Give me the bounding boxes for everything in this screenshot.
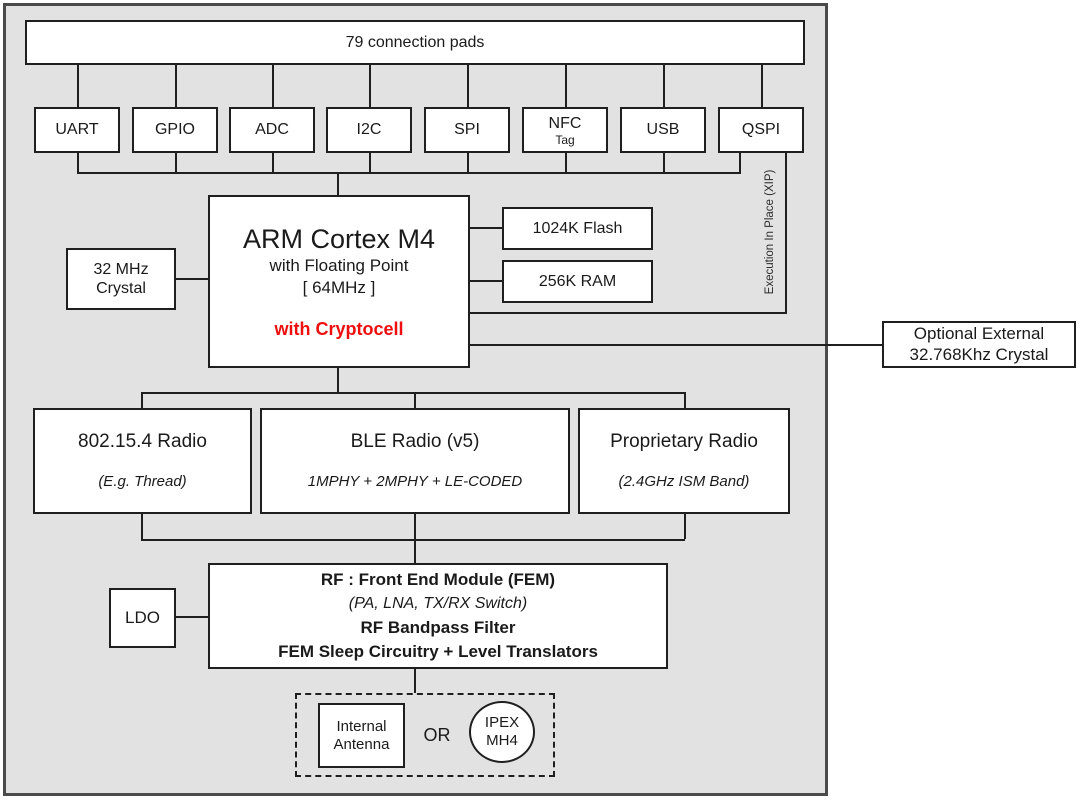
cpu-cryptocell-label: with Cryptocell — [274, 319, 404, 339]
connector-line — [739, 153, 741, 172]
connector-line — [470, 227, 502, 229]
fem-components-label: (PA, LNA, TX/RX Switch) — [348, 595, 528, 612]
peripheral-box-uart — [34, 107, 120, 153]
peripheral-label: QSPI — [741, 121, 781, 139]
ldo-label: LDO — [125, 607, 160, 627]
connection-pads-bar — [25, 20, 805, 65]
ipex-line1: IPEX — [484, 714, 520, 731]
connector-line — [369, 65, 371, 107]
radio-box-ble — [260, 408, 570, 514]
peripheral-sublabel: Tag — [555, 132, 575, 147]
peripheral-box-gpio — [132, 107, 218, 153]
external-crystal-line2: 32.768Khz Crystal — [909, 344, 1049, 364]
radio-bus-line — [141, 392, 685, 394]
connector-line — [414, 539, 416, 563]
connector-line — [175, 65, 177, 107]
radio-subtitle: (E.g. Thread) — [98, 473, 187, 491]
internal-antenna-line1: Internal — [336, 717, 387, 735]
connector-line — [175, 153, 177, 172]
peripheral-label: ADC — [255, 121, 289, 139]
peripheral-box-nfc-tag — [522, 107, 608, 153]
xip-connector-line — [785, 153, 787, 314]
connector-line — [77, 153, 79, 172]
connector-line — [176, 616, 208, 618]
ipex-line2: MH4 — [486, 732, 518, 749]
flash-label: 1024K Flash — [532, 219, 623, 237]
external-crystal-box — [882, 321, 1076, 368]
peripheral-box-adc — [229, 107, 315, 153]
cpu-title: ARM Cortex M4 — [242, 224, 436, 254]
connector-line — [337, 368, 339, 392]
peripheral-box-i2c — [326, 107, 412, 153]
radio-title: 802.15.4 Radio — [78, 430, 207, 452]
connector-line — [565, 153, 567, 172]
connector-line — [467, 153, 469, 172]
peripheral-bus-line — [77, 172, 741, 174]
fem-title: RF : Front End Module (FEM) — [320, 570, 556, 589]
xip-label: Execution In Place (XIP) — [764, 169, 776, 295]
peripheral-box-usb — [620, 107, 706, 153]
connector-line — [663, 65, 665, 107]
radio-title: BLE Radio (v5) — [350, 430, 480, 452]
connector-line — [663, 153, 665, 172]
connector-line — [684, 514, 686, 539]
connector-line — [337, 172, 339, 195]
flash-box — [502, 207, 653, 250]
ldo-box — [109, 588, 176, 648]
ram-label: 256K RAM — [538, 272, 617, 290]
connector-line — [761, 65, 763, 107]
cpu-frequency: [ 64MHz ] — [302, 278, 376, 297]
connector-line — [272, 65, 274, 107]
connector-line — [141, 392, 143, 408]
ram-box — [502, 260, 653, 303]
connector-line — [141, 514, 143, 539]
or-label: OR — [423, 724, 451, 745]
radio-title: Proprietary Radio — [610, 430, 758, 452]
connector-line — [77, 65, 79, 107]
fem-filter-label: RF Bandpass Filter — [360, 618, 516, 637]
connector-line — [176, 278, 208, 280]
connector-line — [467, 65, 469, 107]
connector-line — [414, 514, 416, 539]
crystal-32mhz-box — [66, 248, 176, 310]
cpu-subtitle: with Floating Point — [269, 256, 409, 275]
peripheral-label: SPI — [454, 121, 480, 139]
peripheral-label: I2C — [356, 121, 382, 139]
connector-line — [565, 65, 567, 107]
peripheral-label: GPIO — [154, 121, 195, 139]
connector-line — [414, 669, 416, 693]
ipex-connector-circle — [469, 701, 535, 763]
fem-sleep-label: FEM Sleep Circuitry + Level Translators — [278, 642, 598, 661]
fem-box — [208, 563, 668, 669]
internal-antenna-box — [318, 703, 405, 768]
peripheral-box-spi — [424, 107, 510, 153]
radio-box-802154 — [33, 408, 252, 514]
connector-line — [684, 392, 686, 408]
peripheral-label: USB — [646, 121, 680, 139]
peripheral-box-qspi — [718, 107, 804, 153]
connection-pads-label: 79 connection pads — [345, 33, 485, 51]
rf-bus-line — [141, 539, 685, 541]
peripheral-label: NFC — [548, 115, 582, 133]
internal-antenna-line2: Antenna — [333, 735, 390, 753]
connector-line — [470, 280, 502, 282]
cpu-box — [208, 195, 470, 368]
radio-subtitle: 1MPHY + 2MPHY + LE-CODED — [307, 473, 523, 491]
connector-line — [470, 344, 882, 346]
radio-box-proprietary — [578, 408, 790, 514]
connector-line — [272, 153, 274, 172]
xip-connector-line — [470, 312, 787, 314]
external-crystal-line1: Optional External — [913, 324, 1045, 344]
radio-subtitle: (2.4GHz ISM Band) — [618, 473, 750, 491]
crystal-32mhz-line2: Crystal — [96, 280, 146, 297]
crystal-32mhz-line1: 32 MHz — [93, 260, 149, 278]
peripheral-label: UART — [55, 121, 99, 139]
connector-line — [414, 392, 416, 408]
connector-line — [369, 153, 371, 172]
